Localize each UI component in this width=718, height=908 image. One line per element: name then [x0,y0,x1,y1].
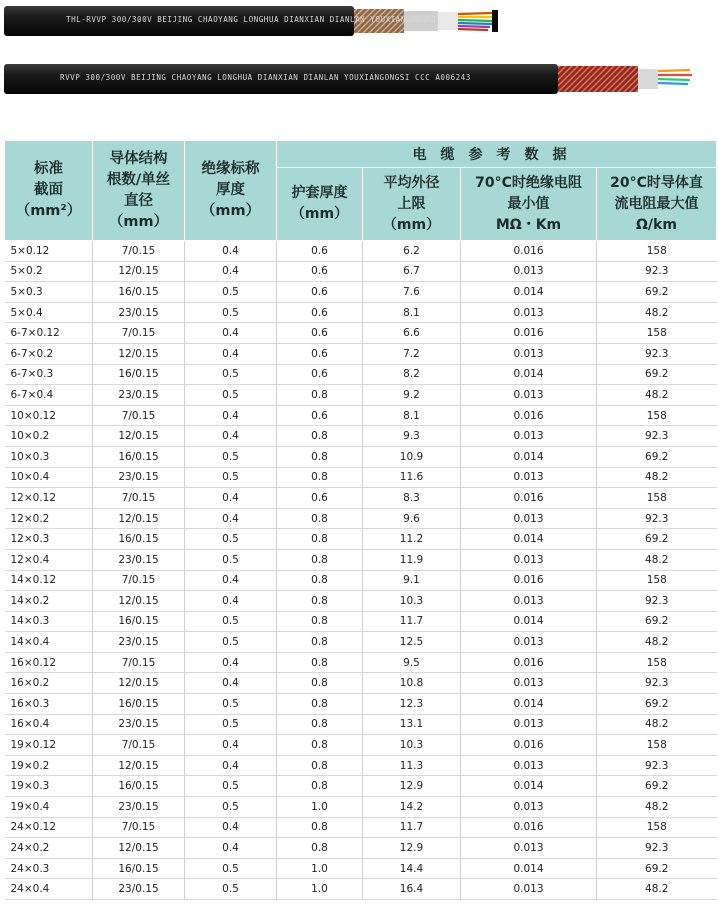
cell-insulation: 0.4 [185,570,277,591]
cell-section: 6-7×0.2 [5,343,93,364]
cell-sheath: 0.6 [277,405,363,426]
cell-dc-resistance: 69.2 [597,282,717,303]
cell-dc-resistance: 69.2 [597,776,717,797]
cell-conductor: 16/0.15 [93,611,185,632]
cell-conductor: 12/0.15 [93,591,185,612]
cell-conductor: 16/0.15 [93,776,185,797]
cell-section: 5×0.2 [5,261,93,282]
cell-section: 24×0.3 [5,858,93,879]
cell-insulation: 0.4 [185,323,277,344]
cell-outer-diameter: 11.9 [363,549,461,570]
cell-conductor: 23/0.15 [93,302,185,323]
cell-dc-resistance: 69.2 [597,611,717,632]
cell-conductor: 16/0.15 [93,282,185,303]
cell-outer-diameter: 9.1 [363,570,461,591]
cell-outer-diameter: 12.5 [363,632,461,653]
cell-insulation: 0.4 [185,673,277,694]
cell-conductor: 23/0.15 [93,797,185,818]
cell-section: 12×0.2 [5,508,93,529]
cell-conductor: 23/0.15 [93,467,185,488]
cell-section: 6-7×0.3 [5,364,93,385]
cell-insulation-resistance: 0.013 [461,591,597,612]
cell-section: 10×0.2 [5,426,93,447]
cell-dc-resistance: 158 [597,405,717,426]
cell-conductor: 7/0.15 [93,570,185,591]
cell-conductor: 12/0.15 [93,838,185,859]
cell-sheath: 0.8 [277,570,363,591]
cell-outer-diameter: 11.2 [363,529,461,550]
cell-insulation-resistance: 0.014 [461,694,597,715]
cell-sheath: 0.8 [277,673,363,694]
cell-conductor: 23/0.15 [93,632,185,653]
cell-outer-diameter: 12.9 [363,838,461,859]
cell-dc-resistance: 158 [597,652,717,673]
cell-insulation-resistance: 0.013 [461,714,597,735]
cell-conductor: 16/0.15 [93,694,185,715]
cell-insulation-resistance: 0.014 [461,446,597,467]
cell-section: 19×0.4 [5,797,93,818]
cell-dc-resistance: 92.3 [597,838,717,859]
cell-outer-diameter: 14.2 [363,797,461,818]
cell-insulation-resistance: 0.016 [461,323,597,344]
cell-outer-diameter: 6.6 [363,323,461,344]
cell-insulation-resistance: 0.014 [461,858,597,879]
cell-insulation-resistance: 0.014 [461,282,597,303]
cell-insulation-resistance: 0.016 [461,405,597,426]
cell-dc-resistance: 48.2 [597,385,717,406]
cell-section: 14×0.4 [5,632,93,653]
cell-insulation: 0.5 [185,797,277,818]
cell-insulation: 0.5 [185,632,277,653]
cell-insulation: 0.4 [185,261,277,282]
cell-insulation-resistance: 0.016 [461,241,597,262]
table-row [5,405,717,426]
cell-dc-resistance: 69.2 [597,529,717,550]
table-row [5,467,717,488]
cell-outer-diameter: 16.4 [363,879,461,900]
cell-dc-resistance: 92.3 [597,755,717,776]
cell-conductor: 7/0.15 [93,735,185,756]
cell-section: 6-7×0.12 [5,323,93,344]
cell-section: 19×0.12 [5,735,93,756]
cell-section: 14×0.3 [5,611,93,632]
cell-insulation-resistance: 0.016 [461,735,597,756]
cell-conductor: 23/0.15 [93,714,185,735]
cell-sheath: 0.8 [277,549,363,570]
cell-conductor: 7/0.15 [93,405,185,426]
cell-dc-resistance: 48.2 [597,879,717,900]
cell-insulation: 0.4 [185,838,277,859]
cell-section: 14×0.12 [5,570,93,591]
cell-insulation: 0.5 [185,467,277,488]
cell-conductor: 16/0.15 [93,446,185,467]
cell-insulation: 0.5 [185,858,277,879]
cell-insulation-resistance: 0.013 [461,426,597,447]
header-insulation-resistance: 70°C时绝缘电阻 最小值 MΩ・Km [461,168,597,241]
cell-insulation: 0.4 [185,405,277,426]
cell-dc-resistance: 158 [597,488,717,509]
cell-outer-diameter: 11.7 [363,817,461,838]
cell-section: 10×0.3 [5,446,93,467]
cell-section: 5×0.4 [5,302,93,323]
cell-outer-diameter: 7.2 [363,343,461,364]
cell-conductor: 12/0.15 [93,426,185,447]
cell-outer-diameter: 10.3 [363,591,461,612]
cell-insulation-resistance: 0.013 [461,755,597,776]
cell-section: 24×0.2 [5,838,93,859]
cell-section: 16×0.3 [5,694,93,715]
cell-conductor: 16/0.15 [93,858,185,879]
cable-print-text-2: RVVP 300/300V BEIJING CHAOYANG LONGHUA DIANXIAN DIANLAN YOUXIANGONGSI CCC A006243 [60,73,471,82]
cell-insulation: 0.5 [185,302,277,323]
cell-sheath: 0.6 [277,261,363,282]
cell-insulation: 0.5 [185,694,277,715]
cell-dc-resistance: 158 [597,241,717,262]
cell-section: 12×0.3 [5,529,93,550]
header-conductor: 导体结构 根数/单丝 直径 （mm） [93,141,185,241]
cell-sheath: 1.0 [277,797,363,818]
cell-section: 5×0.3 [5,282,93,303]
cell-section: 14×0.2 [5,591,93,612]
cell-outer-diameter: 6.7 [363,261,461,282]
cell-insulation-resistance: 0.013 [461,343,597,364]
cell-dc-resistance: 158 [597,570,717,591]
cell-sheath: 0.8 [277,652,363,673]
cell-section: 16×0.12 [5,652,93,673]
cell-sheath: 0.6 [277,323,363,344]
cell-dc-resistance: 92.3 [597,673,717,694]
table-row [5,529,717,550]
cell-conductor: 12/0.15 [93,755,185,776]
cell-section: 10×0.4 [5,467,93,488]
cell-outer-diameter: 13.1 [363,714,461,735]
table-body [5,241,717,900]
table-row [5,632,717,653]
cell-section: 16×0.4 [5,714,93,735]
cell-insulation-resistance: 0.013 [461,632,597,653]
cell-outer-diameter: 6.2 [363,241,461,262]
cell-sheath: 0.6 [277,343,363,364]
cell-sheath: 0.8 [277,838,363,859]
cell-sheath: 0.8 [277,446,363,467]
cell-insulation-resistance: 0.013 [461,838,597,859]
cell-conductor: 7/0.15 [93,323,185,344]
cable-photo-2 [0,56,718,100]
cell-insulation-resistance: 0.013 [461,549,597,570]
cell-conductor: 23/0.15 [93,385,185,406]
cell-insulation: 0.5 [185,549,277,570]
cell-insulation: 0.4 [185,591,277,612]
cell-insulation: 0.5 [185,714,277,735]
cell-section: 6-7×0.4 [5,385,93,406]
table-row [5,797,717,818]
cell-dc-resistance: 92.3 [597,343,717,364]
cell-insulation-resistance: 0.013 [461,879,597,900]
cell-insulation: 0.5 [185,776,277,797]
table-row [5,591,717,612]
cell-outer-diameter: 8.1 [363,405,461,426]
cell-insulation: 0.5 [185,364,277,385]
cell-sheath: 0.8 [277,385,363,406]
cell-insulation: 0.5 [185,529,277,550]
cell-section: 10×0.12 [5,405,93,426]
cell-insulation-resistance: 0.014 [461,529,597,550]
table-row [5,241,717,262]
cable-photo-1 [0,0,718,44]
header-group-reference: 电缆参考数据 [277,141,717,168]
cell-conductor: 23/0.15 [93,879,185,900]
cell-sheath: 0.8 [277,426,363,447]
cell-dc-resistance: 92.3 [597,426,717,447]
cell-outer-diameter: 11.7 [363,611,461,632]
cable-spec-table [4,140,716,900]
cell-insulation-resistance: 0.013 [461,385,597,406]
table-row [5,508,717,529]
cell-section: 24×0.4 [5,879,93,900]
table-row [5,302,717,323]
cell-section: 19×0.3 [5,776,93,797]
cell-insulation: 0.4 [185,343,277,364]
cell-sheath: 0.6 [277,282,363,303]
cell-dc-resistance: 69.2 [597,858,717,879]
cell-outer-diameter: 8.2 [363,364,461,385]
cell-conductor: 12/0.15 [93,673,185,694]
table-row [5,652,717,673]
cell-dc-resistance: 92.3 [597,591,717,612]
cell-sheath: 0.6 [277,364,363,385]
cell-sheath: 1.0 [277,879,363,900]
cell-dc-resistance: 158 [597,817,717,838]
cell-outer-diameter: 10.8 [363,673,461,694]
table-row [5,385,717,406]
cell-dc-resistance: 158 [597,735,717,756]
cell-insulation-resistance: 0.013 [461,673,597,694]
cell-insulation-resistance: 0.014 [461,776,597,797]
cell-conductor: 7/0.15 [93,488,185,509]
cell-conductor: 12/0.15 [93,261,185,282]
cell-dc-resistance: 48.2 [597,714,717,735]
cell-conductor: 12/0.15 [93,508,185,529]
cell-section: 19×0.2 [5,755,93,776]
cell-dc-resistance: 48.2 [597,467,717,488]
cell-outer-diameter: 8.1 [363,302,461,323]
cell-insulation-resistance: 0.016 [461,652,597,673]
table-row [5,364,717,385]
table-row [5,323,717,344]
cell-sheath: 0.6 [277,488,363,509]
cell-conductor: 16/0.15 [93,529,185,550]
table-row [5,879,717,900]
cell-sheath: 0.8 [277,611,363,632]
cell-outer-diameter: 12.3 [363,694,461,715]
cell-sheath: 0.8 [277,714,363,735]
cell-insulation: 0.4 [185,652,277,673]
table-row [5,838,717,859]
cell-outer-diameter: 9.6 [363,508,461,529]
cell-sheath: 1.0 [277,858,363,879]
cell-section: 12×0.4 [5,549,93,570]
cell-insulation: 0.5 [185,385,277,406]
table-row [5,714,717,735]
cell-insulation-resistance: 0.016 [461,570,597,591]
cell-sheath: 0.8 [277,755,363,776]
cell-sheath: 0.8 [277,817,363,838]
cell-insulation-resistance: 0.016 [461,488,597,509]
cell-dc-resistance: 69.2 [597,694,717,715]
cell-dc-resistance: 69.2 [597,446,717,467]
cell-outer-diameter: 7.6 [363,282,461,303]
table-row [5,817,717,838]
cell-sheath: 0.8 [277,735,363,756]
table-row [5,776,717,797]
table-row [5,488,717,509]
cell-dc-resistance: 48.2 [597,302,717,323]
cell-outer-diameter: 10.9 [363,446,461,467]
cell-sheath: 0.8 [277,467,363,488]
cell-insulation: 0.4 [185,426,277,447]
table-row [5,673,717,694]
table-row [5,549,717,570]
cell-conductor: 16/0.15 [93,364,185,385]
table-row [5,735,717,756]
cell-sheath: 0.8 [277,694,363,715]
cell-insulation: 0.4 [185,508,277,529]
cell-insulation: 0.5 [185,611,277,632]
cell-outer-diameter: 9.5 [363,652,461,673]
cell-insulation-resistance: 0.013 [461,508,597,529]
cell-outer-diameter: 11.3 [363,755,461,776]
cell-insulation-resistance: 0.013 [461,467,597,488]
table-row [5,446,717,467]
cell-sheath: 0.8 [277,529,363,550]
table-row [5,611,717,632]
table-row [5,282,717,303]
table-row [5,694,717,715]
cell-dc-resistance: 158 [597,323,717,344]
cell-insulation-resistance: 0.013 [461,797,597,818]
cell-insulation-resistance: 0.013 [461,302,597,323]
table-row [5,570,717,591]
header-dc-resistance: 20°C时导体直 流电阻最大值 Ω/km [597,168,717,241]
cell-insulation: 0.4 [185,241,277,262]
cell-insulation-resistance: 0.014 [461,364,597,385]
cell-section: 24×0.12 [5,817,93,838]
cell-insulation: 0.4 [185,488,277,509]
cell-section: 12×0.12 [5,488,93,509]
table-row [5,755,717,776]
cell-sheath: 0.6 [277,241,363,262]
header-section: 标准 截面 （mm²） [5,141,93,241]
cell-dc-resistance: 92.3 [597,261,717,282]
cell-dc-resistance: 48.2 [597,549,717,570]
cell-insulation: 0.4 [185,755,277,776]
cell-section: 5×0.12 [5,241,93,262]
cell-outer-diameter: 11.6 [363,467,461,488]
cell-insulation-resistance: 0.014 [461,611,597,632]
cell-outer-diameter: 10.3 [363,735,461,756]
cell-conductor: 7/0.15 [93,241,185,262]
cell-conductor: 12/0.15 [93,343,185,364]
header-sheath: 护套厚度 （mm） [277,168,363,241]
cell-sheath: 0.8 [277,632,363,653]
cell-sheath: 0.8 [277,591,363,612]
table-row [5,858,717,879]
cell-dc-resistance: 48.2 [597,632,717,653]
cell-outer-diameter: 9.3 [363,426,461,447]
cell-outer-diameter: 9.2 [363,385,461,406]
table-row [5,261,717,282]
cell-conductor: 7/0.15 [93,817,185,838]
cell-dc-resistance: 48.2 [597,797,717,818]
cell-sheath: 0.6 [277,302,363,323]
cell-sheath: 0.8 [277,508,363,529]
cell-conductor: 23/0.15 [93,549,185,570]
cell-insulation: 0.5 [185,879,277,900]
cell-insulation-resistance: 0.016 [461,817,597,838]
cell-insulation: 0.5 [185,282,277,303]
table-row [5,343,717,364]
cell-insulation: 0.4 [185,735,277,756]
cell-outer-diameter: 14.4 [363,858,461,879]
cell-insulation: 0.5 [185,446,277,467]
cell-sheath: 0.8 [277,776,363,797]
header-insulation: 绝缘标称 厚度 （mm） [185,141,277,241]
cell-conductor: 7/0.15 [93,652,185,673]
table-row [5,426,717,447]
cable-print-text-1: THL-RVVP 300/300V BEIJING CHAOYANG LONGHUA DIANXIAN DIANLAN YOUXIANGONGSI [66,15,437,24]
header-outer-diameter: 平均外径 上限 （mm） [363,168,461,241]
cell-dc-resistance: 92.3 [597,508,717,529]
cell-outer-diameter: 12.9 [363,776,461,797]
cell-outer-diameter: 8.3 [363,488,461,509]
cell-dc-resistance: 69.2 [597,364,717,385]
cell-insulation-resistance: 0.013 [461,261,597,282]
cell-insulation: 0.4 [185,817,277,838]
cell-section: 16×0.2 [5,673,93,694]
